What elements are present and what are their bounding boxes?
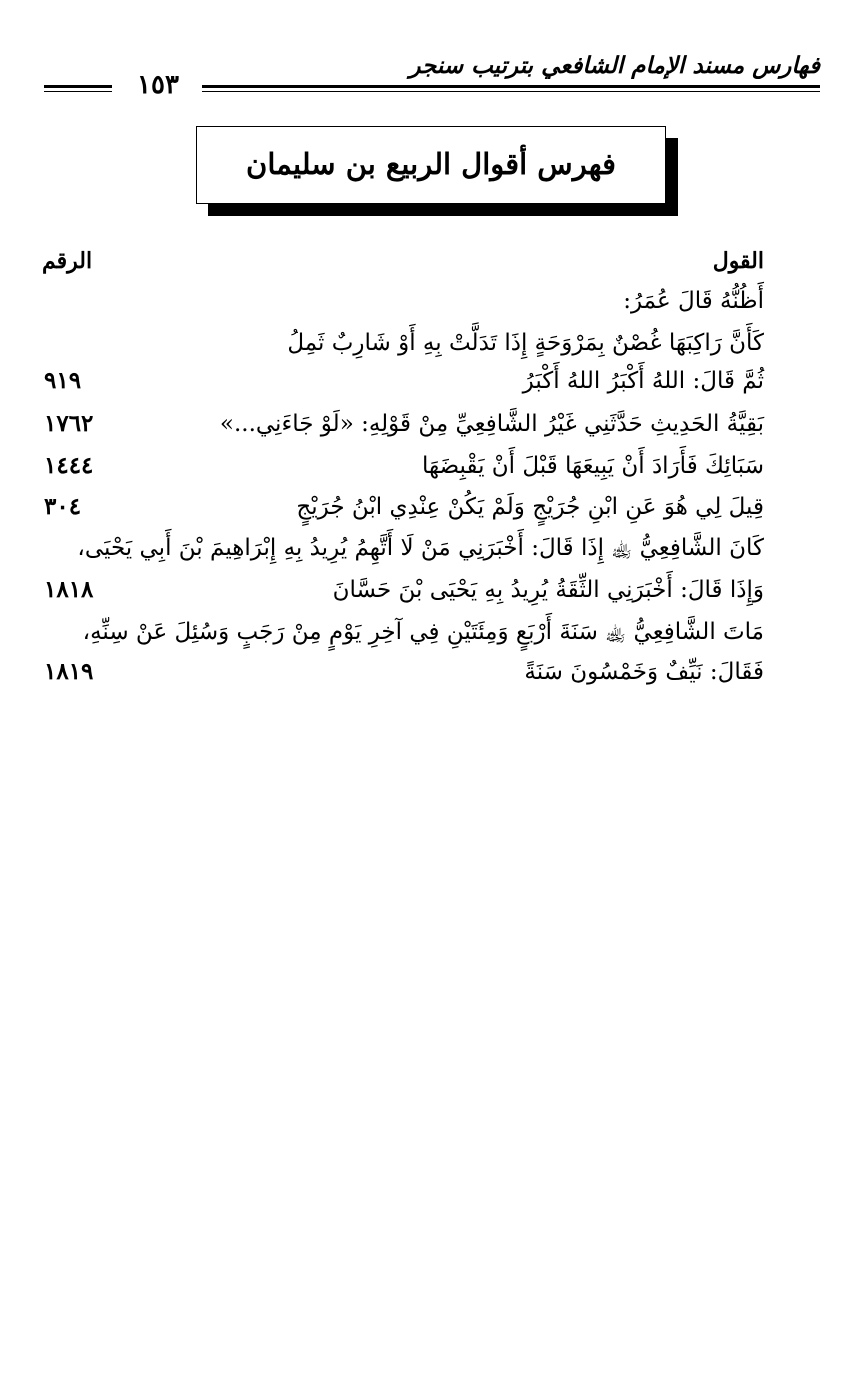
- entry-text: سَبَائِكَ فَأَرَادَ أَنْ يَبِيعَهَا قَبْلَ أَنْ يَقْبِضَهَا: [421, 453, 764, 479]
- entry-number: ٣٠٤: [44, 493, 82, 520]
- entry-number: ١٨١٨: [44, 576, 94, 603]
- section-title-box: [196, 126, 666, 204]
- page-number: ١٥٣: [137, 70, 179, 100]
- entry-number: ١٨١٩: [44, 658, 94, 685]
- entry-text: فَقَالَ: نَيِّفٌ وَخَمْسُونَ سَنَةً: [524, 659, 764, 685]
- running-title: فهارس مسند الإمام الشافعي بترتيب سنجر: [409, 52, 820, 79]
- entry-text: ثُمَّ قَالَ: اللهُ أَكْبَرُ اللهُ أَكْبَرُ: [522, 368, 764, 394]
- entry-number: ٩١٩: [44, 367, 82, 394]
- column-header-quote: القول: [712, 248, 764, 274]
- entry-number: ١٧٦٢: [44, 410, 94, 437]
- entry-text: قِيلَ لِي هُوَ عَنِ ابْنِ جُرَيْجٍ وَلَمْ يَكُنْ عِنْدِي ابْنُ جُرَيْجٍ: [296, 494, 764, 520]
- entry-number: ١٤٤٤: [44, 452, 94, 479]
- entry-text: وَإِذَا قَالَ: أَخْبَرَنِي الثِّقَةُ يُرِيدُ بِهِ يَحْيَى بْنَ حَسَّانَ: [332, 577, 764, 603]
- section-title: فهرس أقوال الربيع بن سليمان: [246, 147, 616, 181]
- header-rule: [202, 85, 820, 92]
- column-header-number: الرقم: [42, 248, 93, 274]
- entry-text: مَاتَ الشَّافِعِيُّ ﵀ سَنَةَ أَرْبَعٍ وَمِئَتَيْنِ فِي آخِرِ يَوْمٍ مِنْ رَجَبٍ وَسُئِلَ عَنْ سِنِّهِ،: [82, 619, 764, 645]
- entry-text: بَقِيَّةُ الحَدِيثِ حَدَّثَنِي غَيْرُ الشَّافِعِيِّ مِنْ قَوْلِهِ: «لَوْ جَاءَنِي...»: [219, 411, 764, 437]
- header-rule-left: [44, 85, 112, 92]
- entry-text: كَأَنَّ رَاكِبَهَا غُصْنٌ بِمَرْوَحَةٍ إِذَا تَدَلَّتْ بِهِ أَوْ شَارِبٌ ثَمِلُ: [287, 330, 764, 356]
- entry-text: كَانَ الشَّافِعِيُّ ﵀ إِذَا قَالَ: أَخْبَرَنِي مَنْ لَا أَتَّهِمُ يُرِيدُ بِهِ إِبْرَاهِيمَ بْنَ أَبِي يَحْيَى،: [77, 535, 764, 561]
- entry-text: أَظُنُّهُ قَالَ عُمَرُ:: [623, 288, 764, 314]
